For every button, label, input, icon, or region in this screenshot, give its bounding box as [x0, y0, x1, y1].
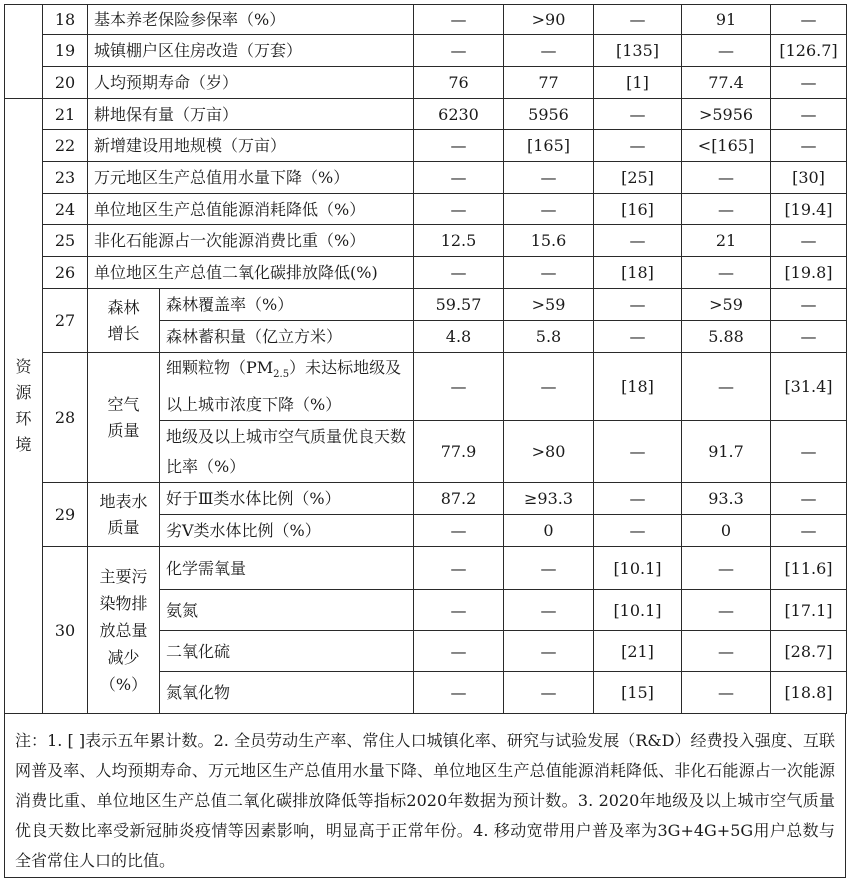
value-cell: — [504, 547, 594, 590]
value-cell: — [504, 257, 594, 289]
table-row [5, 130, 847, 162]
indicator-name: 非化石能源占一次能源消费比重（%） [88, 225, 414, 257]
value-cell: 59.57 [414, 289, 504, 321]
value-cell: — [504, 631, 594, 672]
value-cell: 4.8 [414, 321, 504, 353]
value-cell: — [414, 353, 504, 421]
group-label-pollutant-reduction [88, 547, 160, 714]
value-cell: — [771, 99, 847, 130]
value-cell: — [414, 162, 504, 194]
group-label-line: 森林 [107, 297, 140, 317]
row-number: 20 [43, 67, 88, 99]
row-number: 23 [43, 162, 88, 194]
indicator-name: 氨氮 [160, 590, 414, 631]
value-cell: — [771, 225, 847, 257]
value-cell: — [771, 67, 847, 99]
value-cell: [1] [594, 67, 682, 99]
table-row [5, 225, 847, 257]
value-cell: 5.88 [682, 321, 771, 353]
value-cell: — [771, 289, 847, 321]
value-cell: [135] [594, 35, 682, 67]
value-cell: [10.1] [594, 590, 682, 631]
indicator-name: 二氧化硫 [160, 631, 414, 672]
indicator-table [4, 4, 847, 714]
value-cell: 91 [682, 5, 771, 35]
indicator-name: 人均预期寿命（岁） [88, 67, 414, 99]
row-number: 19 [43, 35, 88, 67]
value-cell: [31.4] [771, 353, 847, 421]
value-cell: [126.7] [771, 35, 847, 67]
value-cell: 5956 [504, 99, 594, 130]
value-cell: — [771, 515, 847, 547]
indicator-name: 氮氧化物 [160, 672, 414, 714]
indicator-name-part: 细颗粒物（PM [166, 358, 274, 377]
row-number: 30 [43, 547, 88, 714]
row-number: 27 [43, 289, 88, 353]
value-cell: [165] [504, 130, 594, 162]
category-cell-empty [5, 5, 43, 99]
value-cell: — [594, 421, 682, 483]
value-cell: 5.8 [504, 321, 594, 353]
value-cell: >80 [504, 421, 594, 483]
value-cell: 93.3 [682, 483, 771, 515]
value-cell: — [414, 257, 504, 289]
group-label-air [88, 353, 160, 483]
group-label-line: 染物排 [99, 593, 148, 613]
value-cell: [15] [594, 672, 682, 714]
indicator-name: 地级及以上城市空气质量优良天数比率（%） [160, 421, 414, 483]
indicator-name: 好于Ⅲ类水体比例（%） [160, 483, 414, 515]
category-char: 境 [15, 435, 32, 455]
value-cell: >5956 [682, 99, 771, 130]
group-label-line: 增长 [107, 323, 140, 343]
value-cell: >59 [504, 289, 594, 321]
value-cell: 77.4 [682, 67, 771, 99]
value-cell: — [594, 321, 682, 353]
group-label-line: 质量 [107, 517, 140, 537]
value-cell: — [594, 289, 682, 321]
value-cell: [16] [594, 194, 682, 225]
indicator-name: 城镇棚户区住房改造（万套） [88, 35, 414, 67]
row-number: 22 [43, 130, 88, 162]
value-cell: [21] [594, 631, 682, 672]
indicator-name: 劣Ⅴ类水体比例（%） [160, 515, 414, 547]
category-label-resources-environment [5, 99, 43, 714]
value-cell: 12.5 [414, 225, 504, 257]
value-cell: — [414, 631, 504, 672]
value-cell: [18] [594, 257, 682, 289]
value-cell: [17.1] [771, 590, 847, 631]
indicator-name: 化学需氧量 [160, 547, 414, 590]
value-cell: — [771, 5, 847, 35]
table-footnote: 注：1. [ ]表示五年累计数。2. 全员劳动生产率、常住人口城镇化率、研究与试验发展（R&D）经费投入强度、互联网普及率、人均预期寿命、万元地区生产总值用水量下降、单位地区生产总值能源消耗降低、非化石能源占一次能源消费比重、单位地区生产总值二氧化碳排放降低等指标2020年数据为预计数。3. 2020年地级及以上城市空气质量优良天数比率受新冠肺炎疫情等因素影响，明显高于正常年份。4. 移动宽带用户普及率为3G+4G+5G用户总数与全省常住人口的比值。 [4, 714, 846, 878]
value-cell: 76 [414, 67, 504, 99]
value-cell: — [771, 483, 847, 515]
group-label-line: 质量 [107, 420, 140, 440]
group-label-line: （%） [99, 674, 148, 694]
value-cell: — [594, 225, 682, 257]
value-cell: 77.9 [414, 421, 504, 483]
value-cell: — [414, 672, 504, 714]
group-label-line: 放总量 [99, 620, 148, 640]
indicator-name-part: ）未达标地级及以上城市浓度下降（%） [166, 358, 402, 415]
value-cell: 21 [682, 225, 771, 257]
value-cell: 0 [504, 515, 594, 547]
value-cell: — [504, 672, 594, 714]
category-char: 资 [15, 357, 32, 377]
value-cell: — [504, 35, 594, 67]
value-cell: — [594, 515, 682, 547]
table-row [5, 547, 847, 590]
row-number: 26 [43, 257, 88, 289]
value-cell: [30] [771, 162, 847, 194]
value-cell: — [414, 515, 504, 547]
value-cell: — [414, 130, 504, 162]
value-cell: [25] [594, 162, 682, 194]
row-number: 25 [43, 225, 88, 257]
value-cell: >90 [504, 5, 594, 35]
value-cell: [18.8] [771, 672, 847, 714]
value-cell: — [414, 590, 504, 631]
subscript: 2.5 [273, 369, 290, 381]
value-cell: 15.6 [504, 225, 594, 257]
value-cell: — [682, 353, 771, 421]
category-char: 环 [15, 409, 32, 429]
group-label-line: 主要污 [99, 566, 148, 586]
value-cell: — [682, 162, 771, 194]
value-cell: — [594, 5, 682, 35]
value-cell: — [682, 672, 771, 714]
value-cell: >59 [682, 289, 771, 321]
value-cell: — [414, 547, 504, 590]
value-cell: [18] [594, 353, 682, 421]
value-cell: ≥93.3 [504, 483, 594, 515]
table-row [5, 35, 847, 67]
row-number: 18 [43, 5, 88, 35]
value-cell: — [771, 421, 847, 483]
table-row [5, 99, 847, 130]
value-cell: [10.1] [594, 547, 682, 590]
value-cell: — [504, 162, 594, 194]
group-label-line: 空气 [107, 394, 140, 414]
value-cell: — [414, 194, 504, 225]
value-cell: — [504, 590, 594, 631]
value-cell: <[165] [682, 130, 771, 162]
indicator-name: 新增建设用地规模（万亩） [88, 130, 414, 162]
table-row [5, 483, 847, 515]
group-label-line: 减少 [107, 647, 140, 667]
value-cell: — [682, 35, 771, 67]
indicator-name: 耕地保有量（万亩） [88, 99, 414, 130]
value-cell: 6230 [414, 99, 504, 130]
table-row [5, 162, 847, 194]
value-cell: [11.6] [771, 547, 847, 590]
indicator-name: 森林蓄积量（亿立方米） [160, 321, 414, 353]
indicator-name: 单位地区生产总值能源消耗降低（%） [88, 194, 414, 225]
value-cell: 77 [504, 67, 594, 99]
table-row [5, 67, 847, 99]
row-number: 24 [43, 194, 88, 225]
indicator-name [160, 353, 414, 421]
table-row [5, 289, 847, 321]
table-row [5, 5, 847, 35]
value-cell: — [682, 194, 771, 225]
value-cell: 0 [682, 515, 771, 547]
group-label-forest [88, 289, 160, 353]
indicator-name: 基本养老保险参保率（%） [88, 5, 414, 35]
value-cell: [19.4] [771, 194, 847, 225]
value-cell: — [594, 483, 682, 515]
value-cell: — [771, 321, 847, 353]
table-row [5, 257, 847, 289]
category-char: 源 [15, 383, 32, 403]
value-cell: [19.8] [771, 257, 847, 289]
value-cell: — [682, 590, 771, 631]
value-cell: — [504, 194, 594, 225]
indicator-name: 万元地区生产总值用水量下降（%） [88, 162, 414, 194]
value-cell: — [771, 130, 847, 162]
value-cell: — [594, 99, 682, 130]
value-cell: 87.2 [414, 483, 504, 515]
row-number: 21 [43, 99, 88, 130]
indicator-name: 森林覆盖率（%） [160, 289, 414, 321]
value-cell: [28.7] [771, 631, 847, 672]
row-number: 28 [43, 353, 88, 483]
table-row [5, 194, 847, 225]
value-cell: — [414, 35, 504, 67]
value-cell: — [504, 353, 594, 421]
value-cell: — [414, 5, 504, 35]
value-cell: — [682, 631, 771, 672]
row-number: 29 [43, 483, 88, 547]
value-cell: 91.7 [682, 421, 771, 483]
value-cell: — [682, 257, 771, 289]
indicator-name: 单位地区生产总值二氧化碳排放降低(%) [88, 257, 414, 289]
table-row [5, 353, 847, 421]
value-cell: — [594, 130, 682, 162]
group-label-line: 地表水 [99, 491, 148, 511]
value-cell: — [682, 547, 771, 590]
group-label-surface-water [88, 483, 160, 547]
